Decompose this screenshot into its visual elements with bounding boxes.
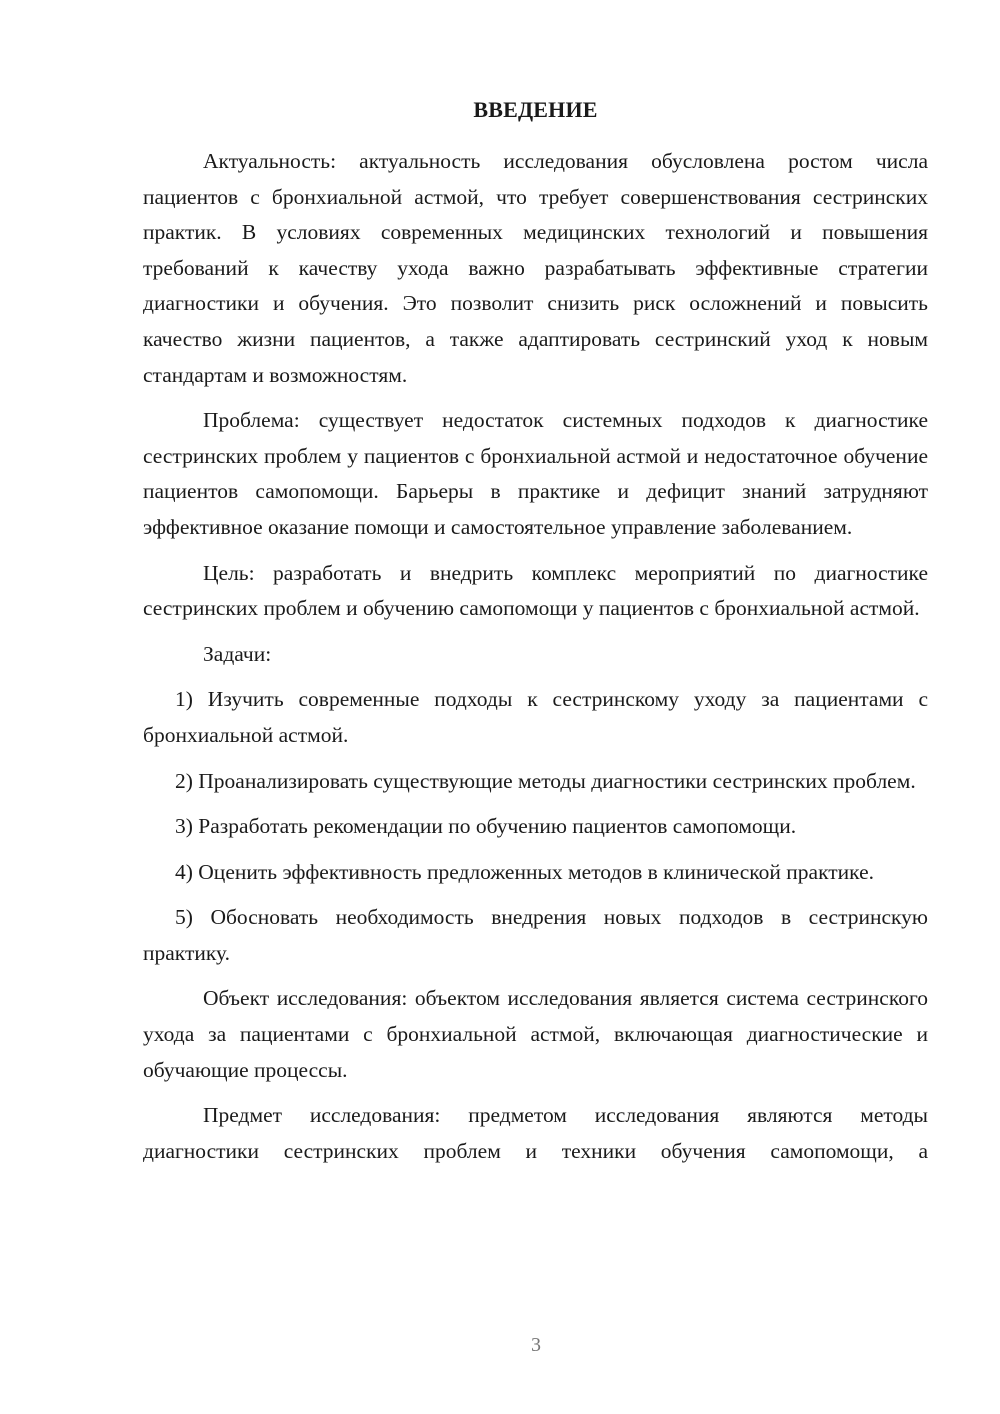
section-title: ВВЕДЕНИЕ [473, 97, 598, 122]
paragraph-object: Объект исследования: объектом исследования является система сестринского ухода за пациентами с бронхиальной астмой, включающая диагностические и обучающие процессы. [143, 986, 928, 1082]
paragraph-relevance: Актуальность: актуальность исследования обусловлена ростом числа пациентов с бронхиальной астмой, что требует совершенствования сестринских практик. В условиях современных медицинских технологий и повышения требований к качеству ухода важно разрабатывать эффективные стратегии диагностики и обучения. Это позволит снизить риск осложнений и повысить качество жизни пациентов, а также адаптировать сестринский уход к новым стандартам и возможностям. [143, 149, 928, 387]
page-number: 3 [531, 1334, 541, 1356]
task-item-3: 3) Разработать рекомендации по обучению пациентов самопомощи. [175, 814, 797, 839]
paragraph-subject: Предмет исследования: предметом исследования являются методы диагностики сестринских проблем и техники обучения самопомощи, а [143, 1103, 928, 1163]
paragraph-problem: Проблема: существует недостаток системных подходов к диагностике сестринских проблем у пациентов с бронхиальной астмой и недостаточное обучение пациентов самопомощи. Барьеры в практике и дефицит знаний затрудняют эффективное оказание помощи и самостоятельное управление заболеванием. [143, 408, 928, 539]
task-item-4: 4) Оценить эффективность предложенных методов в клинической практике. [175, 859, 874, 884]
tasks-heading: Задачи: [203, 641, 272, 666]
task-item-1: 1) Изучить современные подходы к сестринскому уходу за пациентами с бронхиальной астмой. [143, 687, 928, 747]
paragraph-goal: Цель: разработать и внедрить комплекс мероприятий по диагностике сестринских проблем и обучению самопомощи у пациентов с бронхиальной астмой. [143, 560, 928, 621]
task-item-5: 5) Обосновать необходимость внедрения новых подходов в сестринскую практику. [143, 905, 928, 965]
document-page [143, 92, 928, 1179]
task-item-2: 2) Проанализировать существующие методы диагностики сестринских проблем. [175, 768, 916, 793]
